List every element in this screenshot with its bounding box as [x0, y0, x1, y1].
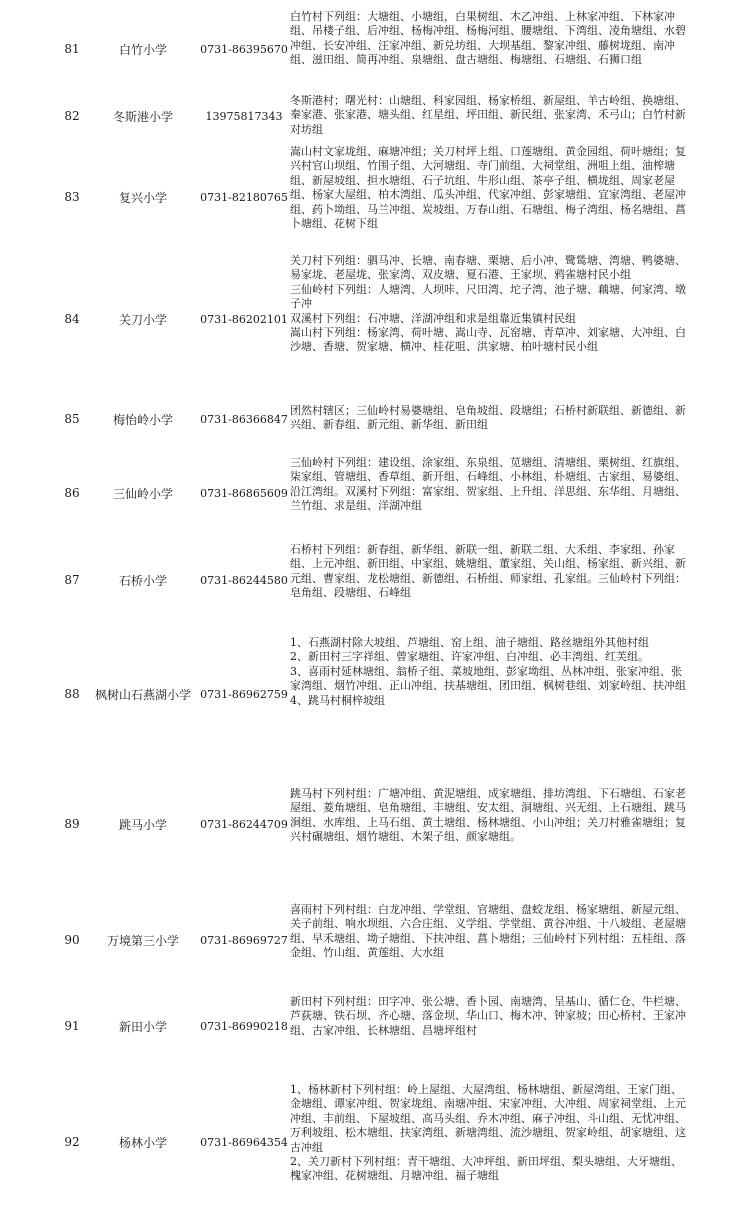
service-area: 新田村下列村组：田字冲、张公塘、香卜园、南塘湾、呈基山、循仁仓、牛栏塘、芦荻塘、铁石坝、齐心塘、落金坝、华山口、梅木冲、钟家坡；田心桥村、王家冲组、古家冲组、长林塘组、昌塘坪组村	[290, 995, 686, 1037]
school-name: 杨林小学	[118, 1135, 167, 1150]
phone-number: 0731-86366847	[200, 412, 288, 426]
row-number: 91	[64, 1019, 80, 1033]
row-number: 83	[64, 190, 80, 204]
phone-number: 0731-86969727	[200, 933, 288, 947]
row-number: 84	[64, 312, 80, 326]
table-row	[0, 404, 736, 434]
table-row	[0, 254, 736, 384]
row-number: 87	[64, 573, 80, 587]
table-row	[0, 145, 736, 249]
phone-number: 0731-86964354	[200, 1135, 288, 1149]
phone-number: 0731-86202101	[200, 312, 288, 326]
row-number: 88	[64, 687, 80, 701]
phone-number: 0731-86865609	[200, 486, 288, 500]
phone-number: 0731-86395670	[200, 42, 288, 56]
service-area: 冬斯港村；曙光村：山塘组、科家园组、杨家桥组、新屋组、羊古岭组、换塘组、秦家港、张家港、塘头组、红星组、坪田组、新民组、张家湾、禾弓山；白竹村新对坊组	[290, 94, 686, 136]
phone-number: 13975817343	[205, 109, 283, 123]
school-name: 复兴小学	[118, 190, 167, 205]
table-row	[0, 903, 736, 977]
table-row	[0, 636, 736, 752]
school-name: 关刀小学	[118, 312, 167, 327]
table-row	[0, 456, 736, 530]
school-name: 石桥小学	[118, 573, 167, 588]
service-area: 1、杨林新村下列村组：岭上屋组、大屋湾组、杨林塘组、新屋湾组、王家门组、金塘组、谭家冲组、贺家垅组、南塘冲组、宋家冲组、大冲组、周家祠堂组、上元冲组、丰前组、下屋坡组、高马头组、乔木冲组、麻子冲组、斗山组、无忧冲组、万利坡组、松木塘组、扶家湾组、新塘湾组、流沙塘组、贺家岭组、胡家塘组、这古冲组 2、关刀新村下列村组：青干塘组、大冲坪组、新田坪组、梨头塘组、大牙塘组、槐家冲组、花树塘组、月塘冲组、福子塘组	[290, 1083, 686, 1183]
table-row	[0, 10, 736, 88]
service-area: 石桥村下列组：新春组、新华组、新联一组、新联二组、大禾组、李家组、孙家组、上元冲组、新田组、中家组、姚塘组、董家组、关山组、杨家组、新兴组、新元组、曹家组、龙松塘组、新德组、石桥组、师家组、孔家组。三仙岭村下列组：皂角组、段塘组、石峰组	[290, 543, 686, 600]
row-number: 81	[64, 42, 80, 56]
phone-number: 0731-86244709	[200, 817, 288, 831]
table-row	[0, 995, 736, 1057]
service-area: 1、石燕湖村除大坡组、芦塘组、窑上组、油子塘组、路丝塘组外其他村组 2、新田村三字祥组、曾家塘组、许家冲组、白冲组、必丰湾组、红芙组。 3、喜雨村延林塘组、翁桥子组、菜坡地组、彭家坳组、丛林冲组、张家冲组、张家湾组、烟竹冲组、正山冲组、扶基塘组、团田组、枫树巷组、刘家岭组、扶冲组 4、跳马村桐梓坡组	[290, 636, 686, 707]
row-number: 89	[64, 817, 80, 831]
table-row	[0, 1083, 736, 1201]
phone-number: 0731-86244580	[200, 573, 288, 587]
phone-number: 0731-82180765	[200, 190, 288, 204]
service-area: 跳马村下列村组：广塘冲组、黄泥塘组、成家塘组、排坊湾组、下石塘组、石家老屋组、菱角塘组、皂角塘组、丰塘组、安太组、洞塘组、兴无组、上石塘组、跳马涧组、水库组、上马石组、黄土塘组、杨林塘组、小山冲组；关刀村雅雀塘组；复兴村碾塘组、烟竹塘组、木架子组、颜家塘组。	[290, 787, 686, 844]
service-area: 团然村辖区；三仙岭村易婆塘组、皂角坡组、段塘组；石桥村新联组、新德组、新兴组、新春组、新元组、新华组、新田组	[290, 404, 686, 432]
row-number: 85	[64, 412, 80, 426]
service-area: 白竹村下列组：大塘组、小塘组，白果树组、木乙冲组、上林家冲组、下林家冲组、吊楼子组、后冲组、杨梅冲组、杨梅河组、腰塘组、下湾组、凌角塘组、水碧冲组、长安冲组、汪家冲组、新兑坊组、大坝基组、黎家冲组、藤树垅组、南冲组、滋田组、简再冲组、泉塘组、盘古塘组、梅塘组、石塘组、石狮口组	[290, 10, 686, 67]
school-name: 跳马小学	[118, 817, 167, 832]
row-number: 92	[64, 1135, 80, 1149]
school-name: 白竹小学	[118, 42, 167, 57]
service-area: 关刀村下列组：驷马冲、长塘、南春塘、栗塘、后小冲、鹭鸶塘、湾塘、鸭婆塘、易家垅、老屋垅、张家湾、双皮塘、夏石港、王家坝、鸦雀塘村民小组 三仙岭村下列组：人塘湾、人坝咔、尺田湾、坨子湾、池子塘、藕塘、何家湾、墩子冲 双溪村下列组：石冲塘、洋湖冲组和求是组靠近集镇村民组 嵩山村下列组：杨家湾、荷叶塘、嵩山寺、瓦窑塘、青草冲、刘家塘、大冲组、白沙塘、香塘、贺家塘、横冲、桂花咀、洪家塘、柏叶塘村民小组	[290, 254, 686, 354]
row-number: 86	[64, 486, 80, 500]
service-area: 嵩山村文家垅组、麻塘冲组；关刀村坪上组、口莲塘组、黄金园组、荷叶塘组；复兴村官山坝组、竹围子组、大河塘组、寺门前组、大祠堂组、洲咀上组、油榨塘组、新屋坡组、担水塘组、石子坑组、牛形山组、茶亭子组、横垅组、周家老屋组、杨家大屋组、柏木湾组、瓜头冲组、代家冲组、彭家塘组、宜家湾组、老屋冲组、药卜坳组、马兰冲组、炭坡组、万春山组、石塘组、梅子湾组、杨名塘组、菖卜塘组、花树下组	[290, 145, 686, 231]
row-number: 82	[64, 109, 80, 123]
row-number: 90	[64, 933, 80, 947]
school-name: 梅怡岭小学	[112, 412, 173, 427]
service-area: 三仙岭村下列组：建设组、涂家组、东泉组、苋塘组、清塘组、栗树组、红旗组、柒家组、管塘组、香草组、新开组、石峰组、小林组、朴塘组、古家组、易婆组、沿江湾组。双溪村下列组：富家组、贺家组、上升组、洋思组、东华组、月塘组、兰竹组、求是组、洋湖冲组	[290, 456, 686, 513]
table-row	[0, 787, 736, 861]
school-name: 万境第三小学	[106, 933, 179, 948]
school-name: 新田小学	[118, 1019, 167, 1034]
table-row	[0, 543, 736, 617]
phone-number: 0731-86990218	[200, 1019, 288, 1033]
table-row	[0, 94, 736, 138]
service-area: 喜雨村下列村组：白龙冲组、学堂组、官塘组、盘蛟龙组、杨家塘组、新屋元组、关子前组、响水坝组、六合庄组、义学组、学堂组、黄谷冲组、十八坡组、老屋塘组、早禾塘组、坳子塘组、下扶冲组、菖卜塘组；三仙岭村下列村组：五桂组、落金组、竹山组、黄莲组、大水组	[290, 903, 686, 960]
school-name: 枫树山石燕湖小学	[94, 687, 191, 702]
school-name: 三仙岭小学	[112, 486, 173, 501]
school-name: 冬斯港小学	[112, 109, 173, 124]
phone-number: 0731-86962759	[200, 687, 288, 701]
